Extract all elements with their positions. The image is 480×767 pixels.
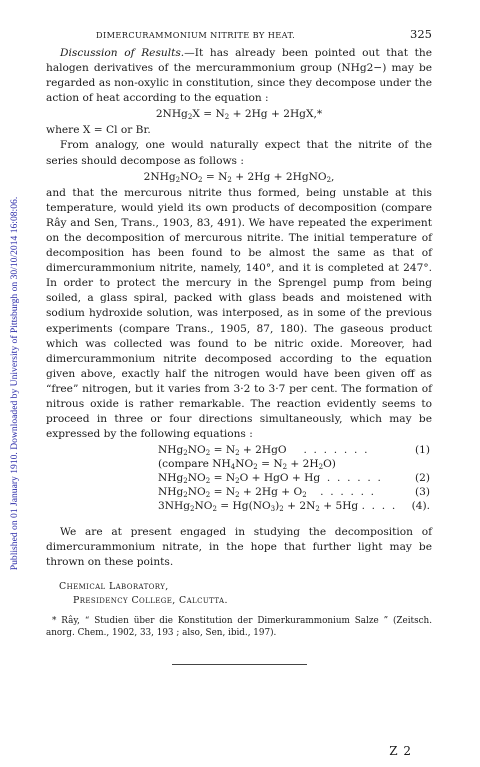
signature-mark: Z 2	[389, 744, 412, 758]
main-paragraph: and that the mercurous nitrite thus formed, being unstable at this temperature, would yield its own products of decomposition (compare Rây and Sen, Trans., 1903, 83, 491). We have repeated the experiment on the decomposition of mercurous nitrite. The initial temperature of decomposition has been found to be almost the same as that of dimercurammonium nitrite, namely, 140°, and it is completed at 247°. In order to protect the mercury in the Sprengel pump from being soiled, a glass spiral, packed with glass beads and moistened with sodium hydroxide solution, was interposed, as in some of the previous experiments (compare Trans., 1905, 87, 180). The gaseous product which was collected was found to be nitric oxide. Moreover, had dimercurammonium nitrite decomposed according to the equation given above, exactly half the nitrogen would have been given off as “free” nitrogen, but it varies from 3·2 to 3·7 per cent. The formation of nitrous oxide is rather remarkable. The reaction evidently seems to proceed in three or four directions simultaneously, which may be expressed by the following equations :	[46, 186, 432, 441]
footnote: * Rây, “ Studien über die Konstitution der Dimerkurammonium Salze ” (Zeitsch. anorg. Chem., 1902, 33, 193 ; also, Sen, ibid., 197).	[46, 615, 432, 639]
journal-page	[46, 26, 432, 665]
laboratory-address: Chemical Laboratory,	[59, 580, 169, 592]
nitrite-equation: $2NHg_2NO_2 = N_2 + 2Hg$ + 2HgNO$_2$,	[143, 170, 335, 184]
equation-number: (3)	[414, 486, 430, 499]
closing-paragraph: We are at present engaged in studying the decomposition of dimercurammonium nitrate, in the hope that further light may be thrown on these points.	[46, 526, 432, 569]
running-title: DIMERCURAMMONIUM NITRITE BY HEAT.	[96, 30, 296, 40]
discussion-text: —It has already been pointed out that the halogen derivatives of the mercurammonium group (NHg2−) may be regarded as non-oxylic in constitution, since they decompose under the action of heat according to the equation :	[46, 47, 432, 105]
equation-row: $3NHg_2NO_2 = Hg(NO_3)_2 + 2N_2 + 5Hg$ . . . . (4).	[158, 500, 430, 514]
equation-row: (compare $NH_4NO_2 = N_2 + 2H_2O$)	[158, 458, 336, 472]
discussion-paragraph	[46, 46, 432, 106]
equation-number: (4).	[411, 500, 430, 513]
download-watermark-text: Published on 01 January 1910. Downloaded by University of Pittsburgh on 30/10/2014 16:08:06.	[9, 196, 21, 571]
equation-row: $NHg_2NO_2 = N_2 + 2Hg + O_2$ . . . . . . (3)	[158, 486, 430, 500]
download-watermark	[0, 0, 30, 767]
equation-row: $NHg_2NO_2 = N_2O$ + HgO + Hg . . . . . . (2)	[158, 472, 430, 486]
reaction-equations	[158, 443, 430, 513]
halogen-equation: $2NHg_2X = N_2 + 2Hg + 2HgX,*$	[155, 108, 323, 122]
running-header	[46, 26, 432, 46]
discussion-heading: Discussion of Results.	[60, 47, 185, 59]
where-line: where X = Cl or Br.	[46, 124, 151, 137]
college-address: Presidency College, Calcutta.	[73, 594, 228, 606]
page-number: 325	[410, 27, 432, 41]
analogy-paragraph: From analogy, one would naturally expect that the nitrite of the series should decompose as follows :	[46, 139, 432, 167]
footer-rule	[172, 664, 307, 665]
equation-number: (1)	[414, 444, 430, 457]
equation-row: $NHg_2NO_2 = N_2 + 2HgO$ . . . . . . . (1)	[158, 444, 430, 458]
equation-number: (2)	[414, 472, 430, 485]
